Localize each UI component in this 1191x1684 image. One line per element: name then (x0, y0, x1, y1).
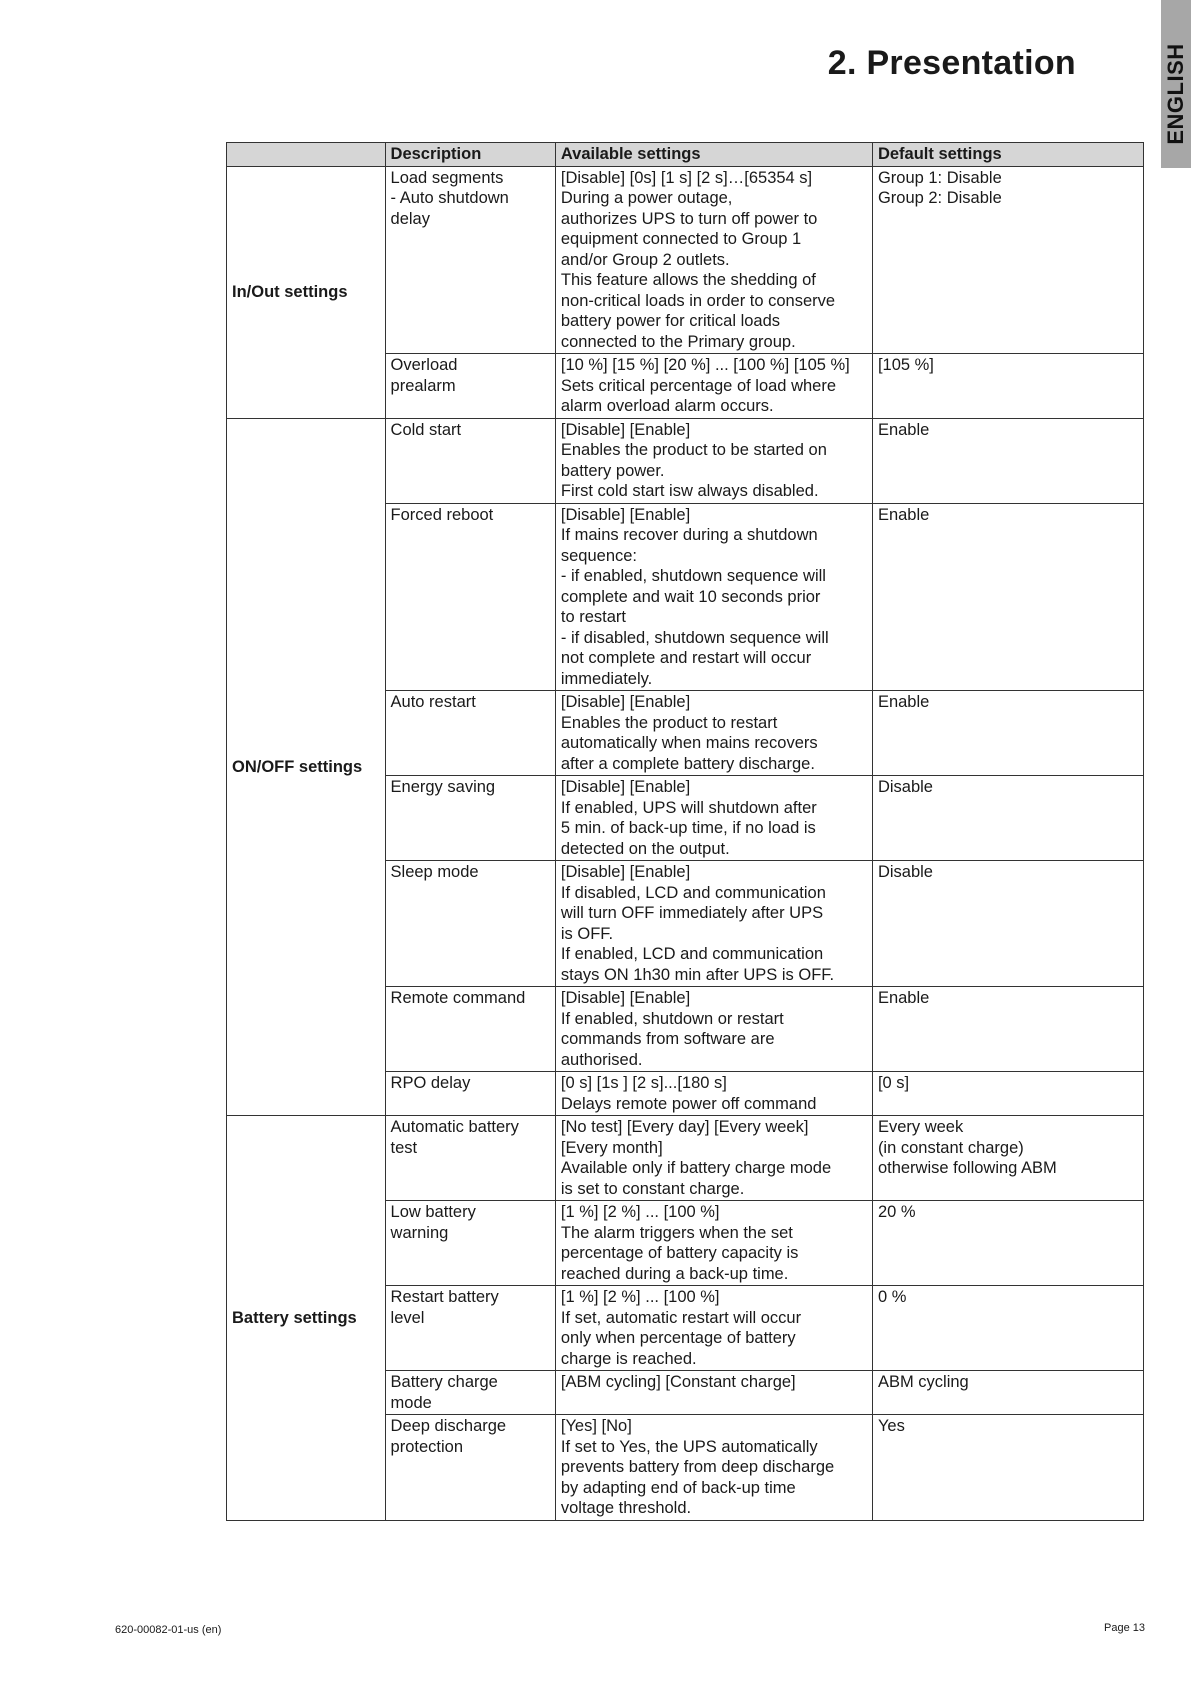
description-cell (385, 166, 555, 354)
available-settings-cell-text: [Disable] [Enable] Enables the product to restart automatically when mains recovers after a complete battery discharge. (560, 693, 818, 773)
description-cell (385, 776, 555, 861)
description-cell-text: RPO delay (390, 1074, 471, 1092)
available-settings-cell (555, 987, 872, 1072)
description-cell-text: Battery charge mode (390, 1373, 498, 1412)
description-cell-text: Auto restart (390, 693, 476, 711)
available-settings-cell-text: [Disable] [Enable] If mains recover during a shutdown sequence: - if enabled, shutdown sequence will complete and wait 10 seconds prior to restart - if disabled, shutdown sequence will not complete and restart will occur immediately. (560, 505, 829, 688)
default-settings-cell-text: Enable (877, 505, 930, 524)
table-row (227, 166, 1144, 354)
default-settings-cell (872, 776, 1143, 861)
available-settings-cell (555, 166, 872, 354)
description-cell (385, 1201, 555, 1286)
default-settings-cell (872, 691, 1143, 776)
default-settings-cell (872, 1116, 1143, 1201)
settings-table (226, 142, 1144, 1521)
table-row (227, 1116, 1144, 1201)
table-body (227, 166, 1144, 1520)
description-cell-text: Automatic battery test (390, 1118, 519, 1157)
available-settings-cell (555, 776, 872, 861)
available-settings-cell-text: [Disable] [Enable] Enables the product to be started on battery power. First cold start isw always disabled. (560, 420, 827, 500)
language-tab-label: ENGLISH (1163, 43, 1188, 145)
description-cell-text: Load segments - Auto shutdown delay (390, 168, 509, 228)
default-settings-cell-text: Yes (877, 1417, 905, 1435)
default-settings-cell (872, 861, 1143, 987)
default-settings-cell (872, 418, 1143, 503)
group-label: In/Out settings (227, 166, 386, 418)
default-settings-cell (872, 1371, 1143, 1415)
description-cell (385, 1116, 555, 1201)
description-cell-text: Energy saving (390, 778, 496, 796)
document-id: 620-00082-01-us (en) (115, 1624, 222, 1636)
default-settings-cell-text: [0 s] (877, 1074, 910, 1092)
default-settings-cell-text: ABM cycling (877, 1373, 969, 1391)
default-settings-cell (872, 1201, 1143, 1286)
table-row (227, 418, 1144, 503)
available-settings-cell (555, 1072, 872, 1116)
available-settings-cell (555, 1201, 872, 1286)
header-default-settings: Default settings (872, 143, 1143, 167)
available-settings-cell-text: [1 %] [2 %] ... [100 %] If set, automatic restart will occur only when percentage of battery charge is reached. (560, 1288, 802, 1368)
default-settings-cell-text: Disable (877, 863, 933, 881)
default-settings-cell (872, 503, 1143, 691)
available-settings-cell (555, 503, 872, 691)
description-cell (385, 691, 555, 776)
default-settings-cell-text: 20 % (877, 1203, 916, 1221)
header-group (227, 143, 386, 167)
available-settings-cell-text: [0 s] [1s ] [2 s]...[180 s] Delays remote power off command (560, 1074, 817, 1113)
default-settings-cell-text: Enable (877, 420, 930, 439)
available-settings-cell-text: [Disable] [Enable] If disabled, LCD and communication will turn OFF immediately after UPS is OFF. If enabled, LCD and communication stays ON 1h30 min after UPS is OFF. (560, 863, 835, 984)
page-title: 2. Presentation (827, 44, 1076, 82)
description-cell-text: Overload prealarm (390, 356, 458, 395)
description-cell (385, 354, 555, 419)
default-settings-cell (872, 1072, 1143, 1116)
description-cell-text: Remote command (390, 989, 526, 1007)
header-available-settings: Available settings (555, 143, 872, 167)
available-settings-cell-text: [1 %] [2 %] ... [100 %] The alarm triggers when the set percentage of battery capacity is reached during a back-up time. (560, 1203, 799, 1283)
description-cell (385, 987, 555, 1072)
available-settings-cell-text: [ABM cycling] [Constant charge] (560, 1373, 796, 1391)
table-header-row (227, 143, 1144, 167)
description-cell (385, 1286, 555, 1371)
available-settings-cell (555, 418, 872, 503)
available-settings-cell (555, 1116, 872, 1201)
available-settings-cell (555, 1286, 872, 1371)
available-settings-cell (555, 1371, 872, 1415)
description-cell-text: Forced reboot (390, 505, 494, 524)
description-cell (385, 1371, 555, 1415)
available-settings-cell-text: [Disable] [Enable] If enabled, UPS will shutdown after 5 min. of back-up time, if no load is detected on the output. (560, 778, 817, 858)
description-cell-text: Cold start (390, 420, 462, 439)
header-description: Description (385, 143, 555, 167)
group-label: Battery settings (227, 1116, 386, 1521)
available-settings-cell (555, 354, 872, 419)
default-settings-cell (872, 166, 1143, 354)
default-settings-cell-text: Group 1: Disable Group 2: Disable (877, 168, 1002, 207)
default-settings-cell-text: Every week (in constant charge) otherwise following ABM (877, 1118, 1057, 1177)
default-settings-cell-text: 0 % (877, 1288, 907, 1306)
description-cell (385, 861, 555, 987)
description-cell (385, 418, 555, 503)
default-settings-cell (872, 987, 1143, 1072)
default-settings-cell-text: [105 %] (877, 356, 934, 374)
description-cell-text: Restart battery level (390, 1288, 499, 1327)
available-settings-cell-text: [Disable] [0s] [1 s] [2 s]…[65354 s] During a power outage, authorizes UPS to turn off power to equipment connected to Group 1 and/or Group 2 outlets. This feature allows the shedding of non-critical loads in order to conserve battery power for critical loads connected to the Primary group. (560, 168, 836, 351)
available-settings-cell-text: [Yes] [No] If set to Yes, the UPS automatically prevents battery from deep discharge by adapting end of back-up time voltage threshold. (560, 1417, 835, 1517)
default-settings-cell (872, 1286, 1143, 1371)
group-label: ON/OFF settings (227, 418, 386, 1116)
available-settings-cell (555, 861, 872, 987)
description-cell (385, 1415, 555, 1521)
description-cell-text: Deep discharge protection (390, 1417, 507, 1456)
default-settings-cell (872, 1415, 1143, 1521)
description-cell (385, 1072, 555, 1116)
default-settings-cell (872, 354, 1143, 419)
available-settings-cell-text: [10 %] [15 %] [20 %] ... [100 %] [105 %] Sets critical percentage of load where alarm overload alarm occurs. (560, 356, 850, 415)
default-settings-cell-text: Enable (877, 989, 930, 1007)
description-cell-text: Sleep mode (390, 863, 479, 881)
description-cell (385, 503, 555, 691)
page-number: Page 13 (1104, 1622, 1145, 1634)
language-tab (1161, 0, 1191, 168)
available-settings-cell-text: [Disable] [Enable] If enabled, shutdown or restart commands from software are authorised. (560, 989, 784, 1069)
available-settings-cell (555, 691, 872, 776)
default-settings-cell-text: Enable (877, 693, 930, 711)
available-settings-cell-text: [No test] [Every day] [Every week] [Every month] Available only if battery charge mode is set to constant charge. (560, 1118, 832, 1198)
available-settings-cell (555, 1415, 872, 1521)
description-cell-text: Low battery warning (390, 1203, 476, 1242)
default-settings-cell-text: Disable (877, 778, 933, 796)
